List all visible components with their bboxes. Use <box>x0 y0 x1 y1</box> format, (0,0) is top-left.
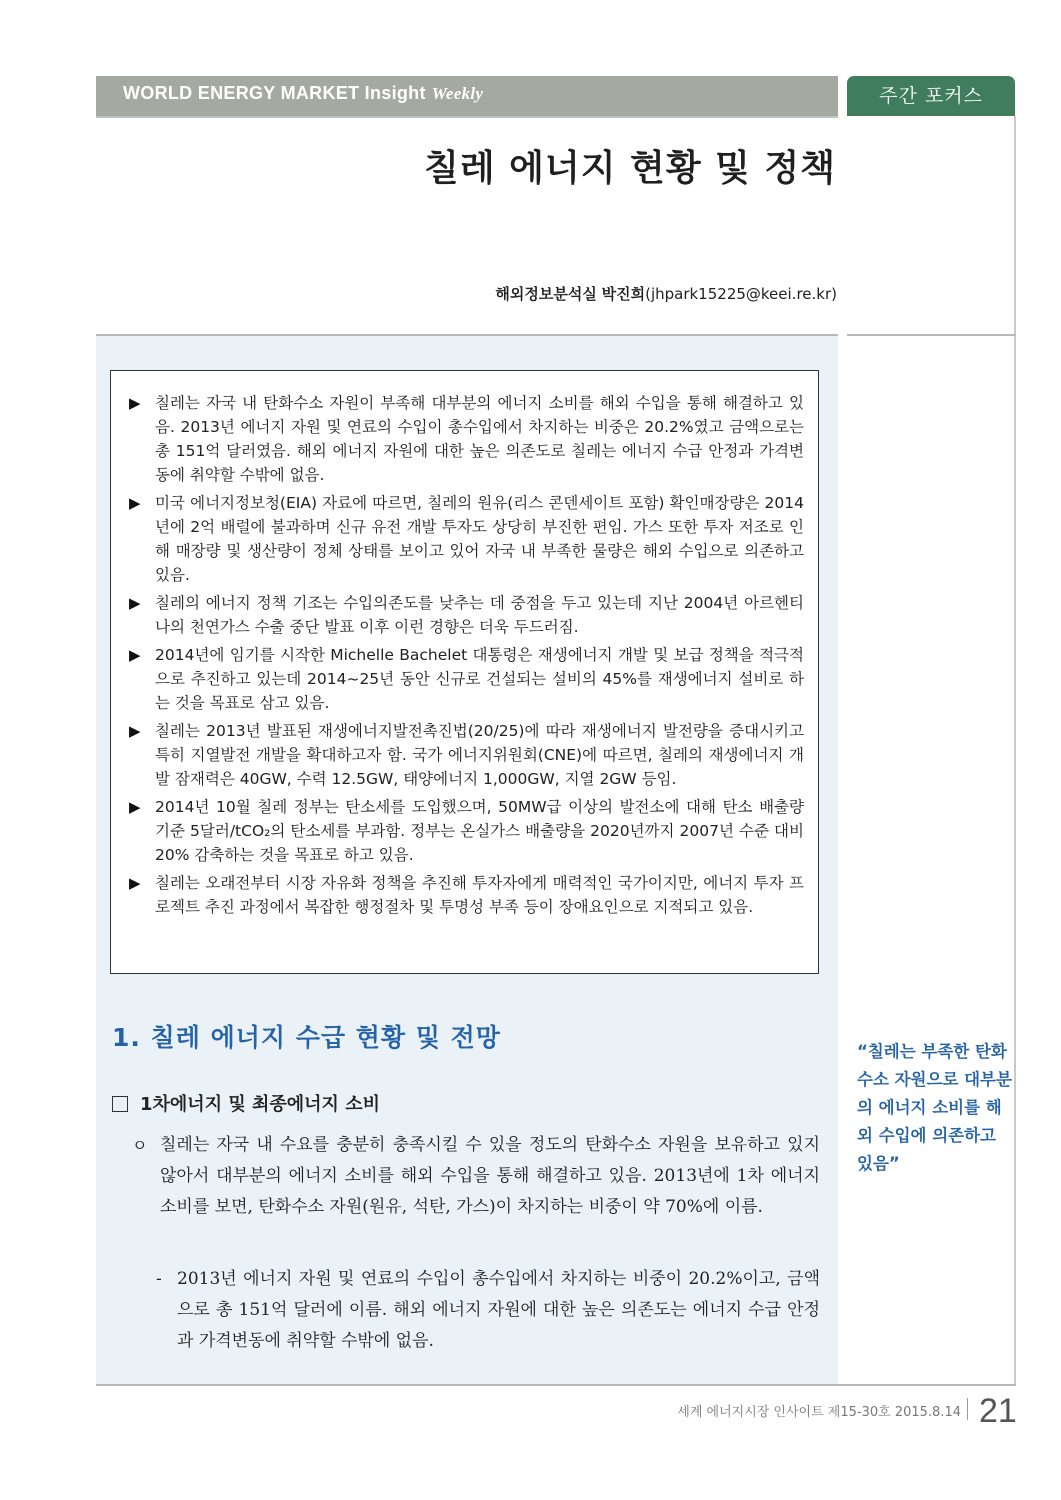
sidebar-panel <box>847 336 1014 1384</box>
publication-title <box>123 83 483 104</box>
article-title: 칠레 에너지 현황 및 정책 <box>424 148 836 189</box>
section-heading: 1. 칠레 에너지 수급 현황 및 전망 <box>112 1023 501 1052</box>
summary-item: ▶ 미국 에너지정보청(EIA) 자료에 따르면, 칠레의 원유(리스 콘덴세이트 포함) 확인매장량은 2014년에 2억 배럴에 불과하며 신규 유전 개발 투자도 상당히 부진한 편임. 가스 또한 투자 저조로 인해 매장량 및 생산량이 정체 상태를 보이고 있어 자국 내 부족한 물량은 해외 수입으로 의존하고 있음. <box>129 491 804 587</box>
circle-bullet-icon: ㅇ <box>132 1136 148 1155</box>
author-email: (jhpark15225@keei.re.kr) <box>645 285 837 303</box>
checkbox-square-icon <box>112 1096 128 1112</box>
page-number: 21 <box>979 1392 1017 1430</box>
triangle-bullet-icon: ▶ <box>129 798 141 816</box>
dash-bullet: - <box>156 1269 162 1289</box>
author-dept: 해외정보분석실 <box>495 285 597 303</box>
pull-quote: “칠레는 부족한 탄화수소 자원으로 대부분의 에너지 소비를 해외 수입에 의존하고 있음” <box>857 1042 1012 1173</box>
section-tab: 주간 포커스 <box>847 76 1015 116</box>
footer-issue: 세계 에너지시장 인사이트 제15-30호 2015.8.14 <box>677 1405 961 1420</box>
publication-weekly: Weekly <box>431 84 484 103</box>
triangle-bullet-icon: ▶ <box>129 722 141 740</box>
subsection-heading: 1차에너지 및 최종에너지 소비 <box>112 1090 380 1116</box>
publication-name: WORLD ENERGY MARKET Insight <box>123 83 426 103</box>
summary-item: ▶ 2014년에 임기를 시작한 Michelle Bachelet 대통령은 재생에너지 개발 및 보급 정책을 적극적으로 추진하고 있는데 2014~25년 동안 신규로 건설되는 설비의 45%를 재생에너지 설비로 하는 것을 목표로 삼고 있음. <box>129 643 804 715</box>
triangle-bullet-icon: ▶ <box>129 646 141 664</box>
header-rule <box>96 116 838 118</box>
footer-rule <box>96 1384 1016 1386</box>
body-subparagraph: - 2013년 에너지 자원 및 연료의 수입이 총수입에서 차지하는 비중이 20.2%이고, 금액으로 총 151억 달러에 이름. 해외 에너지 자원에 대한 높은 의존도는 에너지 수급 안정과 가격변동에 취약할 수밖에 없음. <box>156 1264 820 1357</box>
author-name: 박진희 <box>601 285 646 303</box>
author-line <box>495 283 837 304</box>
triangle-bullet-icon: ▶ <box>129 494 141 512</box>
summary-item: ▶ 칠레는 오래전부터 시장 자유화 정책을 추진해 투자자에게 매력적인 국가이지만, 에너지 투자 프로젝트 추진 과정에서 복잡한 행정절차 및 투명성 부족 등이 장애요인으로 지적되고 있음. <box>129 871 804 919</box>
summary-item: ▶ 칠레는 자국 내 탄화수소 자원이 부족해 대부분의 에너지 소비를 해외 수입을 통해 해결하고 있음. 2013년 에너지 자원 및 연료의 수입이 총수입에서 차지하는 비중은 20.2%였고 금액으로는 총 151억 달러였음. 해외 에너지 자원에 대한 높은 의존도로 칠레는 에너지 수급 안정과 가격변동에 취약할 수밖에 없음. <box>129 391 804 487</box>
summary-item: ▶ 칠레는 2013년 발표된 재생에너지발전촉진법(20/25)에 따라 재생에너지 발전량을 증대시키고 특히 지열발전 개발을 확대하고자 함. 국가 에너지위원회(CNE)에 따르면, 칠레의 재생에너지 개발 잠재력은 40GW, 수력 12.5GW, 태양에너지 1,000GW, 지열 2GW 등임. <box>129 719 804 791</box>
summary-item: ▶ 2014년 10월 칠레 정부는 탄소세를 도입했으며, 50MW급 이상의 발전소에 대해 탄소 배출량 기준 5달러/tCO₂의 탄소세를 부과함. 정부는 온실가스 배출량을 2020년까지 2007년 수준 대비 20% 감축하는 것을 목표로 하고 있음. <box>129 795 804 867</box>
triangle-bullet-icon: ▶ <box>129 394 141 412</box>
footer-separator <box>967 1398 968 1420</box>
triangle-bullet-icon: ▶ <box>129 594 141 612</box>
triangle-bullet-icon: ▶ <box>129 874 141 892</box>
right-edge-rule <box>1014 116 1016 1386</box>
summary-item: ▶ 칠레의 에너지 정책 기조는 수입의존도를 낮추는 데 중점을 두고 있는데 지난 2004년 아르헨티나의 천연가스 수출 중단 발표 이후 이런 경향은 더욱 두드러짐. <box>129 591 804 639</box>
body-paragraph: ㅇ 칠레는 자국 내 수요를 충분히 충족시킬 수 있을 정도의 탄화수소 자원을 보유하고 있지 않아서 대부분의 에너지 소비를 해외 수입을 통해 해결하고 있음. 2013년에 1차 에너지 소비를 보면, 탄화수소 자원(원유, 석탄, 가스)이 차지하는 비중이 약 70%에 이름. <box>132 1130 820 1223</box>
summary-box <box>110 370 819 974</box>
